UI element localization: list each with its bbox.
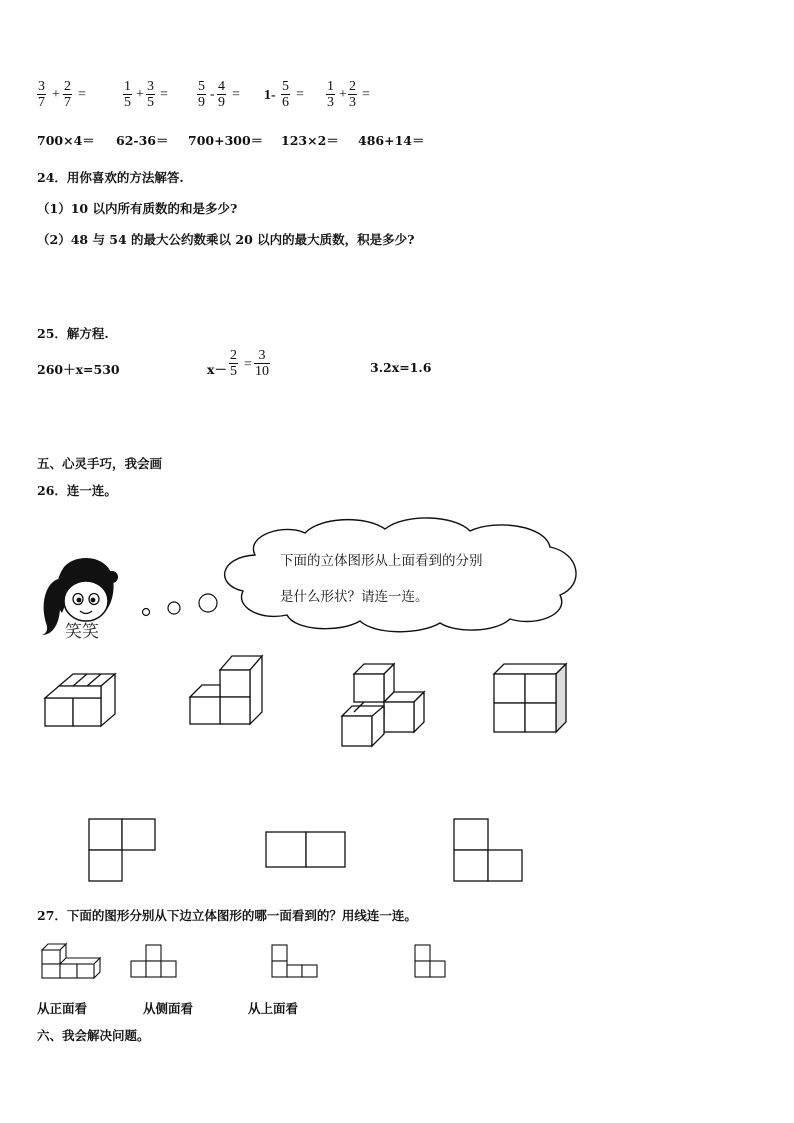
top-view-shape-2 [265,831,347,869]
calc-problem-5: 486+14＝ [358,133,425,148]
question-24-title: 24．用你喜欢的方法解答. [37,170,184,185]
question-24-part-1: （1）10 以内所有质数的和是多少? [37,201,238,216]
question-25-title: 25．解方程. [37,326,109,341]
calc-problem-1: 700×4＝ [37,133,95,148]
q27-view-2 [271,944,319,980]
solid-figure-3 [338,662,428,748]
question-27-title: 27．下面的图形分别从下边立体图形的哪一面看到的？用线连一连。 [37,908,417,923]
worksheet-page: $\frac{3}{7}$ + $\frac{2}{7}$ = $\frac{1}{5}$ + $\frac{3}{5}$ = $\frac{5}{9}$ - $\frac{4}{9}$ = 1- $\frac{5}{6}$ = $\frac{1}{3}$ + $\frac{2}{3}$ = 700×4＝ 62-36＝ 700+300＝ 123×2＝ 486+14＝ 24．用你喜欢的方法解答. （1）10 以内所有质数的和是多少? （2）48 与 54 的最大公约数乘以 20 以内的最大质数，积是多少? 25．解方程. 260＋x=530 x－ $\frac{2}{5}$ = $\frac{3}{10}$ 3.2x=1.6 五、心灵手巧，我会画 26．连一连。 笑笑 下面的立体图形从上面看到的分别 是什么形状？请连一连。 27．下面的图形分别从下边立体图形的哪一面看到的？用线连一连。 从正面看 从侧面看 从上面看 六、我会解决问题。 [0,0,794,1123]
question-24-part-2: （2）48 与 54 的最大公约数乘以 20 以内的最大质数，积是多少? [37,232,415,247]
calc-problem-2: 62-36＝ [116,133,169,148]
fraction: $\frac{4}{9}$ [218,79,225,110]
fraction: $\frac{3}{10}$ [255,348,269,379]
bubble-text-line-1: 下面的立体图形从上面看到的分别 [280,553,483,569]
fraction: $\frac{5}{9}$ [198,79,205,110]
solid-figure-1 [43,670,133,730]
fraction: $\frac{3}{7}$ [38,79,45,110]
fraction: $\frac{2}{7}$ [64,79,71,110]
label-front-view: 从正面看 [37,1001,88,1016]
equation-3: 3.2x=1.6 [370,360,432,375]
fraction: $\frac{1}{3}$ [327,79,334,110]
equation-1: 260＋x=530 [37,362,120,377]
solid-figure-4 [492,662,572,734]
fraction: $\frac{3}{5}$ [147,79,154,110]
question-26-title: 26．连一连。 [37,483,117,498]
label-top-view: 从上面看 [248,1001,299,1016]
fraction: $\frac{5}{6}$ [282,79,289,110]
speech-cloud [215,515,585,635]
fraction: $\frac{2}{3}$ [349,79,356,110]
fraction: $\frac{2}{5}$ [230,348,237,379]
bubble-text-line-2: 是什么形状？请连一连。 [280,589,429,605]
section-5-heading: 五、心灵手巧，我会画 [37,456,163,471]
section-6-heading: 六、我会解决问题。 [37,1028,150,1043]
q27-view-1 [130,944,178,980]
solid-figure-2 [188,652,268,728]
q27-view-3 [414,944,448,980]
q27-solid-figure [40,940,102,980]
girl-label: 笑笑 [65,622,99,642]
calc-problem-4: 123×2＝ [281,133,339,148]
calc-problem-3: 700+300＝ [188,133,264,148]
top-view-shape-3 [453,818,525,882]
fraction: $\frac{1}{5}$ [124,79,131,110]
top-view-shape-1 [88,818,158,882]
girl-illustration [36,553,146,643]
label-side-view: 从侧面看 [143,1001,194,1016]
